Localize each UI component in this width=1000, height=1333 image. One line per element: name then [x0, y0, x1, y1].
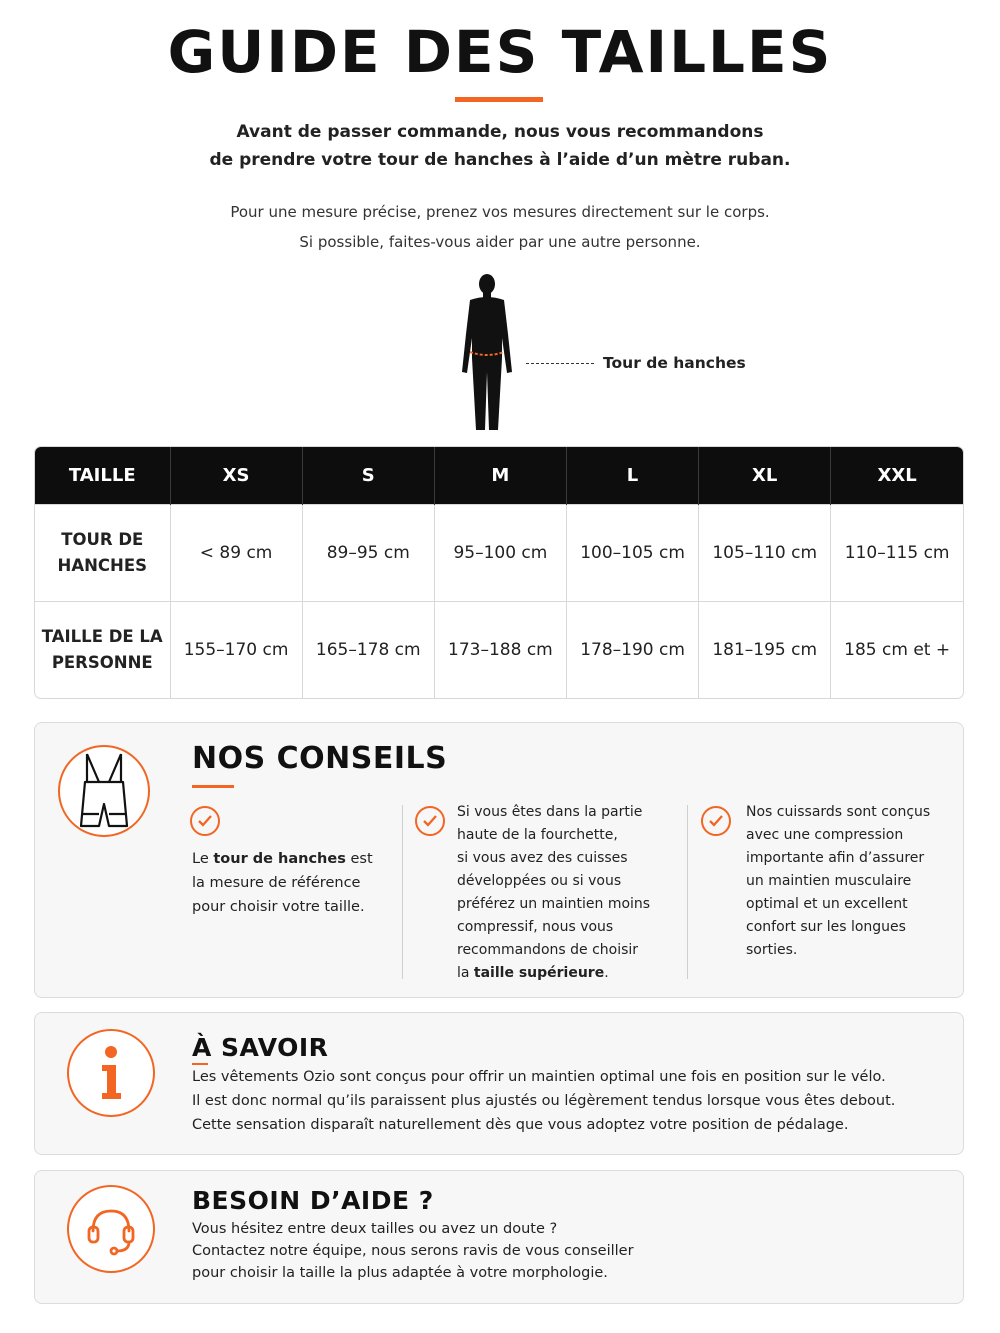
hip-measure-text: Tour de hanches	[603, 354, 746, 372]
body-silhouette-icon	[458, 272, 516, 432]
tip-2	[457, 801, 650, 985]
tip-line: haute de la fourchette,	[457, 827, 618, 843]
body-line: Contactez notre équipe, nous serons ravis de vous conseiller	[192, 1243, 634, 1259]
tip-bold-text: tour de hanches	[213, 851, 346, 867]
table-cell: 105–110 cm	[699, 504, 831, 601]
tip-line: confort sur les longues	[746, 919, 906, 935]
conseils-card	[34, 722, 964, 998]
intro-line: de prendre votre tour de hanches à l’aide d’un mètre ruban.	[209, 150, 791, 170]
hip-measure-label	[526, 354, 746, 372]
header-cell: S	[302, 447, 434, 504]
table-cell: 185 cm et +	[831, 601, 963, 699]
bib-shorts-icon	[58, 745, 150, 837]
table-row	[35, 601, 963, 699]
body-line: Cette sensation disparaît naturellement dès que vous adoptez votre position de pédalage.	[192, 1117, 849, 1133]
row-label-line: TOUR DE	[61, 529, 144, 549]
tip-line: compressif, nous vous	[457, 919, 614, 935]
column-divider	[687, 805, 688, 979]
tip-text-fragment: la	[457, 965, 474, 981]
table-cell: 95–100 cm	[434, 504, 566, 601]
page-title: GUIDE DES TAILLES	[167, 18, 833, 86]
check-icon	[190, 806, 220, 836]
tip-line: Si vous êtes dans la partie	[457, 804, 643, 820]
header-cell: TAILLE	[35, 447, 170, 504]
tip-line: recommandons de choisir	[457, 942, 639, 958]
row-label	[35, 504, 170, 601]
table-cell: 89–95 cm	[302, 504, 434, 601]
header-cell: XL	[699, 447, 831, 504]
table-cell: < 89 cm	[170, 504, 302, 601]
intro-line: Avant de passer commande, nous vous recommandons	[236, 122, 764, 142]
info-icon	[67, 1029, 155, 1117]
tip-line	[192, 847, 373, 871]
tip-line: si vous avez des cuisses	[457, 850, 628, 866]
row-label-line: PERSONNE	[51, 653, 153, 673]
tip-line	[457, 962, 650, 985]
tip-1	[192, 847, 373, 919]
tip-line: la mesure de référence	[192, 875, 361, 891]
tip-line: importante afin d’assurer	[746, 850, 925, 866]
dashed-pointer	[526, 363, 594, 364]
row-label-line: HANCHES	[57, 555, 147, 575]
table-cell: 155–170 cm	[170, 601, 302, 699]
sub-line: Si possible, faites-vous aider par une autre personne.	[299, 233, 701, 251]
table-cell: 110–115 cm	[831, 504, 963, 601]
check-icon	[701, 806, 731, 836]
tip-line: pour choisir votre taille.	[192, 899, 365, 915]
body-line: Vous hésitez entre deux tailles ou avez un doute ?	[192, 1221, 558, 1237]
table-header-row	[35, 447, 963, 504]
body-line: Il est donc normal qu’ils paraissent plus ajustés ou légèrement tendus lorsque vous êtes debout.	[192, 1093, 896, 1109]
table-cell: 181–195 cm	[699, 601, 831, 699]
tip-line: développées ou si vous	[457, 873, 622, 889]
table-cell: 178–190 cm	[566, 601, 698, 699]
tip-line: sorties.	[746, 942, 798, 958]
check-icon	[415, 806, 445, 836]
header-cell: L	[566, 447, 698, 504]
intro-text	[0, 118, 1000, 174]
table-cell: 100–105 cm	[566, 504, 698, 601]
conseils-title: NOS CONSEILS	[192, 741, 448, 776]
body-line: pour choisir la taille la plus adaptée à votre morphologie.	[192, 1265, 608, 1281]
tip-bold-text: taille supérieure	[473, 965, 605, 981]
header-cell: XXL	[831, 447, 963, 504]
body-line: Les vêtements Ozio sont conçus pour offrir un maintien optimal une fois en position sur le vélo.	[192, 1069, 886, 1085]
size-table	[34, 446, 964, 699]
tip-line: avec une compression	[746, 827, 904, 843]
tip-text-fragment: .	[604, 965, 609, 981]
tip-line: Nos cuissards sont conçus	[746, 804, 931, 820]
tip-3	[746, 801, 930, 962]
savoir-text	[192, 1065, 895, 1137]
row-label	[35, 601, 170, 699]
table-row	[35, 504, 963, 601]
header-cell: XS	[170, 447, 302, 504]
table-cell: 173–188 cm	[434, 601, 566, 699]
tip-text-fragment: Le	[192, 851, 214, 867]
aide-card	[34, 1170, 964, 1304]
aide-title: BESOIN D’AIDE ?	[192, 1186, 434, 1215]
savoir-card	[34, 1012, 964, 1155]
headset-icon	[67, 1185, 155, 1273]
header-cell: M	[434, 447, 566, 504]
tip-text-fragment: est	[345, 851, 373, 867]
table-cell: 165–178 cm	[302, 601, 434, 699]
savoir-title: À SAVOIR	[192, 1033, 329, 1062]
aide-text	[192, 1218, 634, 1284]
tip-line: préférez un maintien moins	[457, 896, 651, 912]
tip-line: optimal et un excellent	[746, 896, 908, 912]
tip-line: un maintien musculaire	[746, 873, 912, 889]
title-underline	[192, 785, 234, 788]
sub-line: Pour une mesure précise, prenez vos mesures directement sur le corps.	[230, 203, 770, 221]
row-label-line: TAILLE DE LA	[41, 627, 163, 647]
title-underline	[455, 97, 543, 102]
column-divider	[402, 805, 403, 979]
sub-text	[0, 197, 1000, 257]
